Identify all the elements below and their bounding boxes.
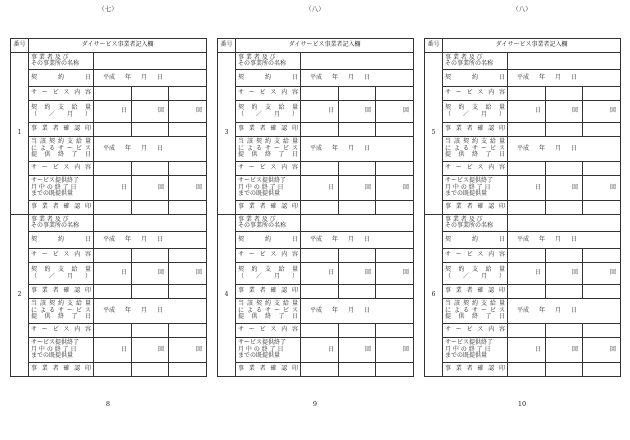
date-month: 月 bbox=[348, 73, 355, 81]
date-day: 日 bbox=[157, 235, 164, 243]
entry-field[interactable] bbox=[546, 324, 583, 338]
entry-number: 6 bbox=[425, 215, 443, 377]
entry-field[interactable] bbox=[376, 123, 414, 137]
row-label: サービス提供終了 月 中 の 終 了 日 までの既提供量 bbox=[236, 176, 301, 201]
page-header: （七） bbox=[98, 5, 118, 13]
date-year: 年 bbox=[539, 144, 546, 152]
row-label: サービス提供終了 月 中 の 終 了 日 までの既提供量 bbox=[443, 338, 508, 363]
entry-field[interactable] bbox=[546, 285, 583, 299]
date-era: 平成 bbox=[517, 73, 530, 81]
amount-times-2[interactable]: 回 bbox=[169, 176, 207, 201]
entry-field[interactable] bbox=[339, 363, 376, 377]
entry-field[interactable] bbox=[376, 249, 414, 263]
date-value[interactable] bbox=[94, 137, 207, 162]
row-label: サ ー ビ ス 内 容 bbox=[236, 87, 301, 101]
row-label: サ ー ビ ス 内 容 bbox=[29, 87, 94, 101]
entry-field[interactable] bbox=[301, 162, 339, 176]
entry-field[interactable] bbox=[583, 249, 621, 263]
date-year: 年 bbox=[332, 144, 339, 152]
entry-field[interactable] bbox=[376, 87, 414, 101]
date-year: 年 bbox=[332, 73, 339, 81]
amount-days[interactable]: 日 bbox=[508, 101, 546, 123]
row-label: サ ー ビ ス 内 容 bbox=[443, 249, 508, 263]
date-day: 日 bbox=[157, 144, 164, 152]
row-label: 事 業 者 及 び その事業所の名称 bbox=[29, 53, 94, 70]
row-label: サ ー ビ ス 内 容 bbox=[236, 249, 301, 263]
date-day: 日 bbox=[571, 306, 578, 314]
amount-times-1[interactable]: 回 bbox=[132, 101, 169, 123]
entry-number: 4 bbox=[218, 215, 236, 377]
entry-field[interactable] bbox=[376, 324, 414, 338]
entry-field[interactable] bbox=[508, 87, 546, 101]
amount-times-1[interactable]: 回 bbox=[132, 338, 169, 363]
entry-field[interactable] bbox=[546, 363, 583, 377]
row-label: サービス提供終了 月 中 の 終 了 日 までの既提供量 bbox=[443, 176, 508, 201]
row-label: 契 約 支 給 量 （／月） bbox=[29, 101, 94, 123]
entry-field[interactable] bbox=[169, 162, 207, 176]
row-label: 当該契約支給量 によるサービス 提 供 終 了 日 bbox=[236, 137, 301, 162]
form-page bbox=[424, 0, 620, 440]
date-month: 月 bbox=[141, 306, 148, 314]
row-label: 当該契約支給量 によるサービス 提 供 終 了 日 bbox=[443, 137, 508, 162]
date-value[interactable] bbox=[94, 70, 207, 87]
row-label: 事 業 者 確 認 印 bbox=[236, 363, 301, 377]
entry-field[interactable] bbox=[583, 285, 621, 299]
entry-field[interactable] bbox=[339, 249, 376, 263]
row-label: 契 約 支 給 量 （／月） bbox=[29, 263, 94, 285]
col-title-header: ダイサービス事業者記入欄 bbox=[443, 39, 621, 53]
date-year: 年 bbox=[539, 73, 546, 81]
row-label: サ ー ビ ス 内 容 bbox=[236, 162, 301, 176]
row-label: 事 業 者 確 認 印 bbox=[29, 285, 94, 299]
row-label: サ ー ビ ス 内 容 bbox=[29, 249, 94, 263]
entry-field[interactable] bbox=[169, 363, 207, 377]
entry-field[interactable] bbox=[339, 324, 376, 338]
date-era: 平成 bbox=[103, 73, 116, 81]
row-label: サービス提供終了 月 中 の 終 了 日 までの既提供量 bbox=[236, 338, 301, 363]
date-day: 日 bbox=[571, 73, 578, 81]
date-day: 日 bbox=[364, 73, 371, 81]
entry-field[interactable] bbox=[546, 201, 583, 215]
entry-field[interactable] bbox=[546, 123, 583, 137]
date-value[interactable] bbox=[301, 232, 414, 249]
entry-field[interactable] bbox=[546, 249, 583, 263]
entry-field[interactable] bbox=[301, 87, 339, 101]
amount-days[interactable]: 日 bbox=[301, 176, 339, 201]
entry-field[interactable] bbox=[169, 324, 207, 338]
date-day: 日 bbox=[364, 144, 371, 152]
page-header: （八） bbox=[512, 5, 532, 13]
row-label: 事 業 者 確 認 印 bbox=[29, 363, 94, 377]
row-label: 事 業 者 確 認 印 bbox=[29, 201, 94, 215]
row-label: サ ー ビ ス 内 容 bbox=[443, 162, 508, 176]
date-year: 年 bbox=[125, 306, 132, 314]
service-record-table bbox=[217, 38, 414, 377]
col-title-header: ダイサービス事業者記入欄 bbox=[236, 39, 414, 53]
entry-field[interactable] bbox=[583, 87, 621, 101]
entry-field[interactable] bbox=[301, 249, 339, 263]
date-year: 年 bbox=[332, 306, 339, 314]
row-label: 事 業 者 及 び その事業所の名称 bbox=[443, 215, 508, 232]
entry-field[interactable] bbox=[132, 285, 169, 299]
row-label: サ ー ビ ス 内 容 bbox=[236, 324, 301, 338]
provider-name-field[interactable] bbox=[94, 215, 207, 232]
entry-field[interactable] bbox=[376, 201, 414, 215]
date-era: 平成 bbox=[517, 144, 530, 152]
entry-field[interactable] bbox=[301, 285, 339, 299]
row-label: 契 約 日 bbox=[29, 70, 94, 87]
entry-field[interactable] bbox=[376, 285, 414, 299]
entry-field[interactable] bbox=[301, 324, 339, 338]
entry-field[interactable] bbox=[132, 363, 169, 377]
service-record-table bbox=[10, 38, 207, 377]
amount-days[interactable]: 日 bbox=[94, 263, 132, 285]
amount-times-2[interactable]: 回 bbox=[169, 338, 207, 363]
col-title-header: ダイサービス事業者記入欄 bbox=[29, 39, 207, 53]
entry-field[interactable] bbox=[169, 201, 207, 215]
provider-name-field[interactable] bbox=[301, 53, 414, 70]
date-year: 年 bbox=[539, 306, 546, 314]
date-month: 月 bbox=[141, 235, 148, 243]
row-label: 契 約 支 給 量 （／月） bbox=[236, 263, 301, 285]
date-era: 平成 bbox=[103, 306, 116, 314]
col-no-header: 番号 bbox=[425, 39, 443, 53]
provider-name-field[interactable] bbox=[508, 215, 621, 232]
entry-field[interactable] bbox=[583, 324, 621, 338]
amount-days[interactable]: 日 bbox=[508, 263, 546, 285]
entry-field[interactable] bbox=[94, 123, 132, 137]
row-label: サ ー ビ ス 内 容 bbox=[443, 324, 508, 338]
amount-times-2[interactable]: 回 bbox=[583, 101, 621, 123]
date-month: 月 bbox=[141, 73, 148, 81]
row-label: 事 業 者 確 認 印 bbox=[443, 363, 508, 377]
date-era: 平成 bbox=[310, 144, 323, 152]
amount-days[interactable]: 日 bbox=[94, 338, 132, 363]
entry-field[interactable] bbox=[132, 249, 169, 263]
entry-field[interactable] bbox=[339, 201, 376, 215]
amount-days[interactable]: 日 bbox=[94, 101, 132, 123]
entry-field[interactable] bbox=[508, 123, 546, 137]
date-year: 年 bbox=[125, 73, 132, 81]
entry-field[interactable] bbox=[169, 123, 207, 137]
provider-name-field[interactable] bbox=[94, 53, 207, 70]
row-label: サ ー ビ ス 内 容 bbox=[29, 162, 94, 176]
amount-times-1[interactable]: 回 bbox=[546, 101, 583, 123]
entry-field[interactable] bbox=[546, 162, 583, 176]
amount-days[interactable]: 日 bbox=[301, 101, 339, 123]
row-label: 契 約 支 給 量 （／月） bbox=[236, 101, 301, 123]
date-day: 日 bbox=[157, 306, 164, 314]
entry-field[interactable] bbox=[376, 363, 414, 377]
entry-field[interactable] bbox=[508, 249, 546, 263]
entry-field[interactable] bbox=[169, 249, 207, 263]
date-value[interactable] bbox=[508, 232, 621, 249]
entry-field[interactable] bbox=[376, 162, 414, 176]
amount-times-2[interactable]: 回 bbox=[169, 101, 207, 123]
date-year: 年 bbox=[125, 235, 132, 243]
row-label: 契 約 支 給 量 （／月） bbox=[443, 263, 508, 285]
date-month: 月 bbox=[348, 235, 355, 243]
date-value[interactable] bbox=[508, 299, 621, 324]
date-year: 年 bbox=[332, 235, 339, 243]
row-label: サービス提供終了 月 中 の 終 了 日 までの既提供量 bbox=[29, 176, 94, 201]
entry-field[interactable] bbox=[301, 363, 339, 377]
entry-field[interactable] bbox=[339, 162, 376, 176]
provider-name-field[interactable] bbox=[508, 53, 621, 70]
entry-field[interactable] bbox=[132, 324, 169, 338]
date-era: 平成 bbox=[310, 73, 323, 81]
entry-field[interactable] bbox=[339, 87, 376, 101]
date-era: 平成 bbox=[310, 235, 323, 243]
row-label: 当該契約支給量 によるサービス 提 供 終 了 日 bbox=[236, 299, 301, 324]
entry-number: 3 bbox=[218, 53, 236, 215]
date-month: 月 bbox=[555, 144, 562, 152]
row-label: 事 業 者 確 認 印 bbox=[236, 285, 301, 299]
date-value[interactable] bbox=[508, 137, 621, 162]
entry-field[interactable] bbox=[508, 162, 546, 176]
row-label: 事 業 者 及 び その事業所の名称 bbox=[443, 53, 508, 70]
amount-times-2[interactable]: 回 bbox=[583, 338, 621, 363]
amount-times-1[interactable]: 回 bbox=[339, 101, 376, 123]
form-page bbox=[217, 0, 413, 440]
amount-times-1[interactable]: 回 bbox=[546, 338, 583, 363]
service-record-table bbox=[424, 38, 621, 377]
row-label: サ ー ビ ス 内 容 bbox=[29, 324, 94, 338]
row-label: 契 約 日 bbox=[236, 70, 301, 87]
amount-days[interactable]: 日 bbox=[301, 263, 339, 285]
date-era: 平成 bbox=[103, 235, 116, 243]
date-month: 月 bbox=[555, 73, 562, 81]
entry-field[interactable] bbox=[94, 87, 132, 101]
amount-times-1[interactable]: 回 bbox=[132, 263, 169, 285]
amount-times-2[interactable]: 回 bbox=[169, 263, 207, 285]
entry-number: 5 bbox=[425, 53, 443, 215]
entry-field[interactable] bbox=[583, 201, 621, 215]
row-label: サ ー ビ ス 内 容 bbox=[443, 87, 508, 101]
row-label: 契 約 日 bbox=[443, 232, 508, 249]
form-page bbox=[10, 0, 206, 440]
provider-name-field[interactable] bbox=[301, 215, 414, 232]
amount-times-1[interactable]: 回 bbox=[339, 263, 376, 285]
amount-times-1[interactable]: 回 bbox=[339, 176, 376, 201]
date-day: 日 bbox=[571, 235, 578, 243]
amount-days[interactable]: 日 bbox=[94, 176, 132, 201]
row-label: 契 約 支 給 量 （／月） bbox=[443, 101, 508, 123]
date-value[interactable] bbox=[94, 299, 207, 324]
col-no-header: 番号 bbox=[218, 39, 236, 53]
date-month: 月 bbox=[348, 306, 355, 314]
amount-times-2[interactable]: 回 bbox=[583, 176, 621, 201]
entry-field[interactable] bbox=[339, 285, 376, 299]
row-label: 契 約 日 bbox=[29, 232, 94, 249]
date-era: 平成 bbox=[517, 235, 530, 243]
row-label: 契 約 日 bbox=[236, 232, 301, 249]
entry-field[interactable] bbox=[508, 324, 546, 338]
row-label: 事 業 者 及 び その事業所の名称 bbox=[29, 215, 94, 232]
entry-field[interactable] bbox=[132, 201, 169, 215]
amount-days[interactable]: 日 bbox=[508, 176, 546, 201]
row-label: 当該契約支給量 によるサービス 提 供 終 了 日 bbox=[29, 299, 94, 324]
entry-field[interactable] bbox=[94, 249, 132, 263]
entry-number: 2 bbox=[11, 215, 29, 377]
entry-field[interactable] bbox=[94, 324, 132, 338]
date-day: 日 bbox=[571, 144, 578, 152]
page-header: （八） bbox=[305, 5, 325, 13]
entry-field[interactable] bbox=[301, 123, 339, 137]
row-label: 事 業 者 確 認 印 bbox=[443, 201, 508, 215]
entry-field[interactable] bbox=[508, 285, 546, 299]
amount-times-2[interactable]: 回 bbox=[376, 101, 414, 123]
date-era: 平成 bbox=[517, 306, 530, 314]
entry-field[interactable] bbox=[169, 87, 207, 101]
amount-times-2[interactable]: 回 bbox=[376, 176, 414, 201]
entry-field[interactable] bbox=[583, 162, 621, 176]
entry-field[interactable] bbox=[508, 363, 546, 377]
row-label: 事 業 者 確 認 印 bbox=[236, 201, 301, 215]
date-value[interactable] bbox=[94, 232, 207, 249]
amount-times-2[interactable]: 回 bbox=[376, 263, 414, 285]
date-value[interactable] bbox=[301, 137, 414, 162]
entry-field[interactable] bbox=[169, 285, 207, 299]
row-label: 事 業 者 確 認 印 bbox=[443, 123, 508, 137]
entry-field[interactable] bbox=[94, 363, 132, 377]
amount-times-2[interactable]: 回 bbox=[376, 338, 414, 363]
date-era: 平成 bbox=[103, 144, 116, 152]
entry-field[interactable] bbox=[94, 162, 132, 176]
entry-field[interactable] bbox=[132, 123, 169, 137]
entry-field[interactable] bbox=[583, 363, 621, 377]
amount-times-1[interactable]: 回 bbox=[339, 338, 376, 363]
date-value[interactable] bbox=[301, 70, 414, 87]
entry-field[interactable] bbox=[94, 285, 132, 299]
row-label: サービス提供終了 月 中 の 終 了 日 までの既提供量 bbox=[29, 338, 94, 363]
col-no-header: 番号 bbox=[11, 39, 29, 53]
page-number: 9 bbox=[312, 400, 318, 408]
entry-field[interactable] bbox=[546, 87, 583, 101]
page-number: 8 bbox=[105, 400, 111, 408]
date-value[interactable] bbox=[301, 299, 414, 324]
row-label: 事 業 者 確 認 印 bbox=[443, 285, 508, 299]
date-day: 日 bbox=[157, 73, 164, 81]
date-day: 日 bbox=[364, 235, 371, 243]
amount-times-2[interactable]: 回 bbox=[583, 263, 621, 285]
entry-field[interactable] bbox=[301, 201, 339, 215]
date-month: 月 bbox=[141, 144, 148, 152]
date-year: 年 bbox=[125, 144, 132, 152]
entry-field[interactable] bbox=[132, 162, 169, 176]
row-label: 事 業 者 確 認 印 bbox=[236, 123, 301, 137]
row-label: 契 約 日 bbox=[443, 70, 508, 87]
amount-times-1[interactable]: 回 bbox=[132, 176, 169, 201]
amount-days[interactable]: 日 bbox=[301, 338, 339, 363]
row-label: 事 業 者 確 認 印 bbox=[29, 123, 94, 137]
date-year: 年 bbox=[539, 235, 546, 243]
date-month: 月 bbox=[348, 144, 355, 152]
date-month: 月 bbox=[555, 235, 562, 243]
entry-field[interactable] bbox=[94, 201, 132, 215]
date-era: 平成 bbox=[310, 306, 323, 314]
date-month: 月 bbox=[555, 306, 562, 314]
amount-times-1[interactable]: 回 bbox=[546, 263, 583, 285]
row-label: 事 業 者 及 び その事業所の名称 bbox=[236, 215, 301, 232]
row-label: 当該契約支給量 によるサービス 提 供 終 了 日 bbox=[443, 299, 508, 324]
entry-field[interactable] bbox=[583, 123, 621, 137]
entry-field[interactable] bbox=[508, 201, 546, 215]
entry-field[interactable] bbox=[339, 123, 376, 137]
page-number: 10 bbox=[517, 400, 527, 408]
date-day: 日 bbox=[364, 306, 371, 314]
entry-field[interactable] bbox=[132, 87, 169, 101]
row-label: 事 業 者 及 び その事業所の名称 bbox=[236, 53, 301, 70]
date-value[interactable] bbox=[508, 70, 621, 87]
entry-number: 1 bbox=[11, 53, 29, 215]
amount-days[interactable]: 日 bbox=[508, 338, 546, 363]
amount-times-1[interactable]: 回 bbox=[546, 176, 583, 201]
row-label: 当該契約支給量 によるサービス 提 供 終 了 日 bbox=[29, 137, 94, 162]
